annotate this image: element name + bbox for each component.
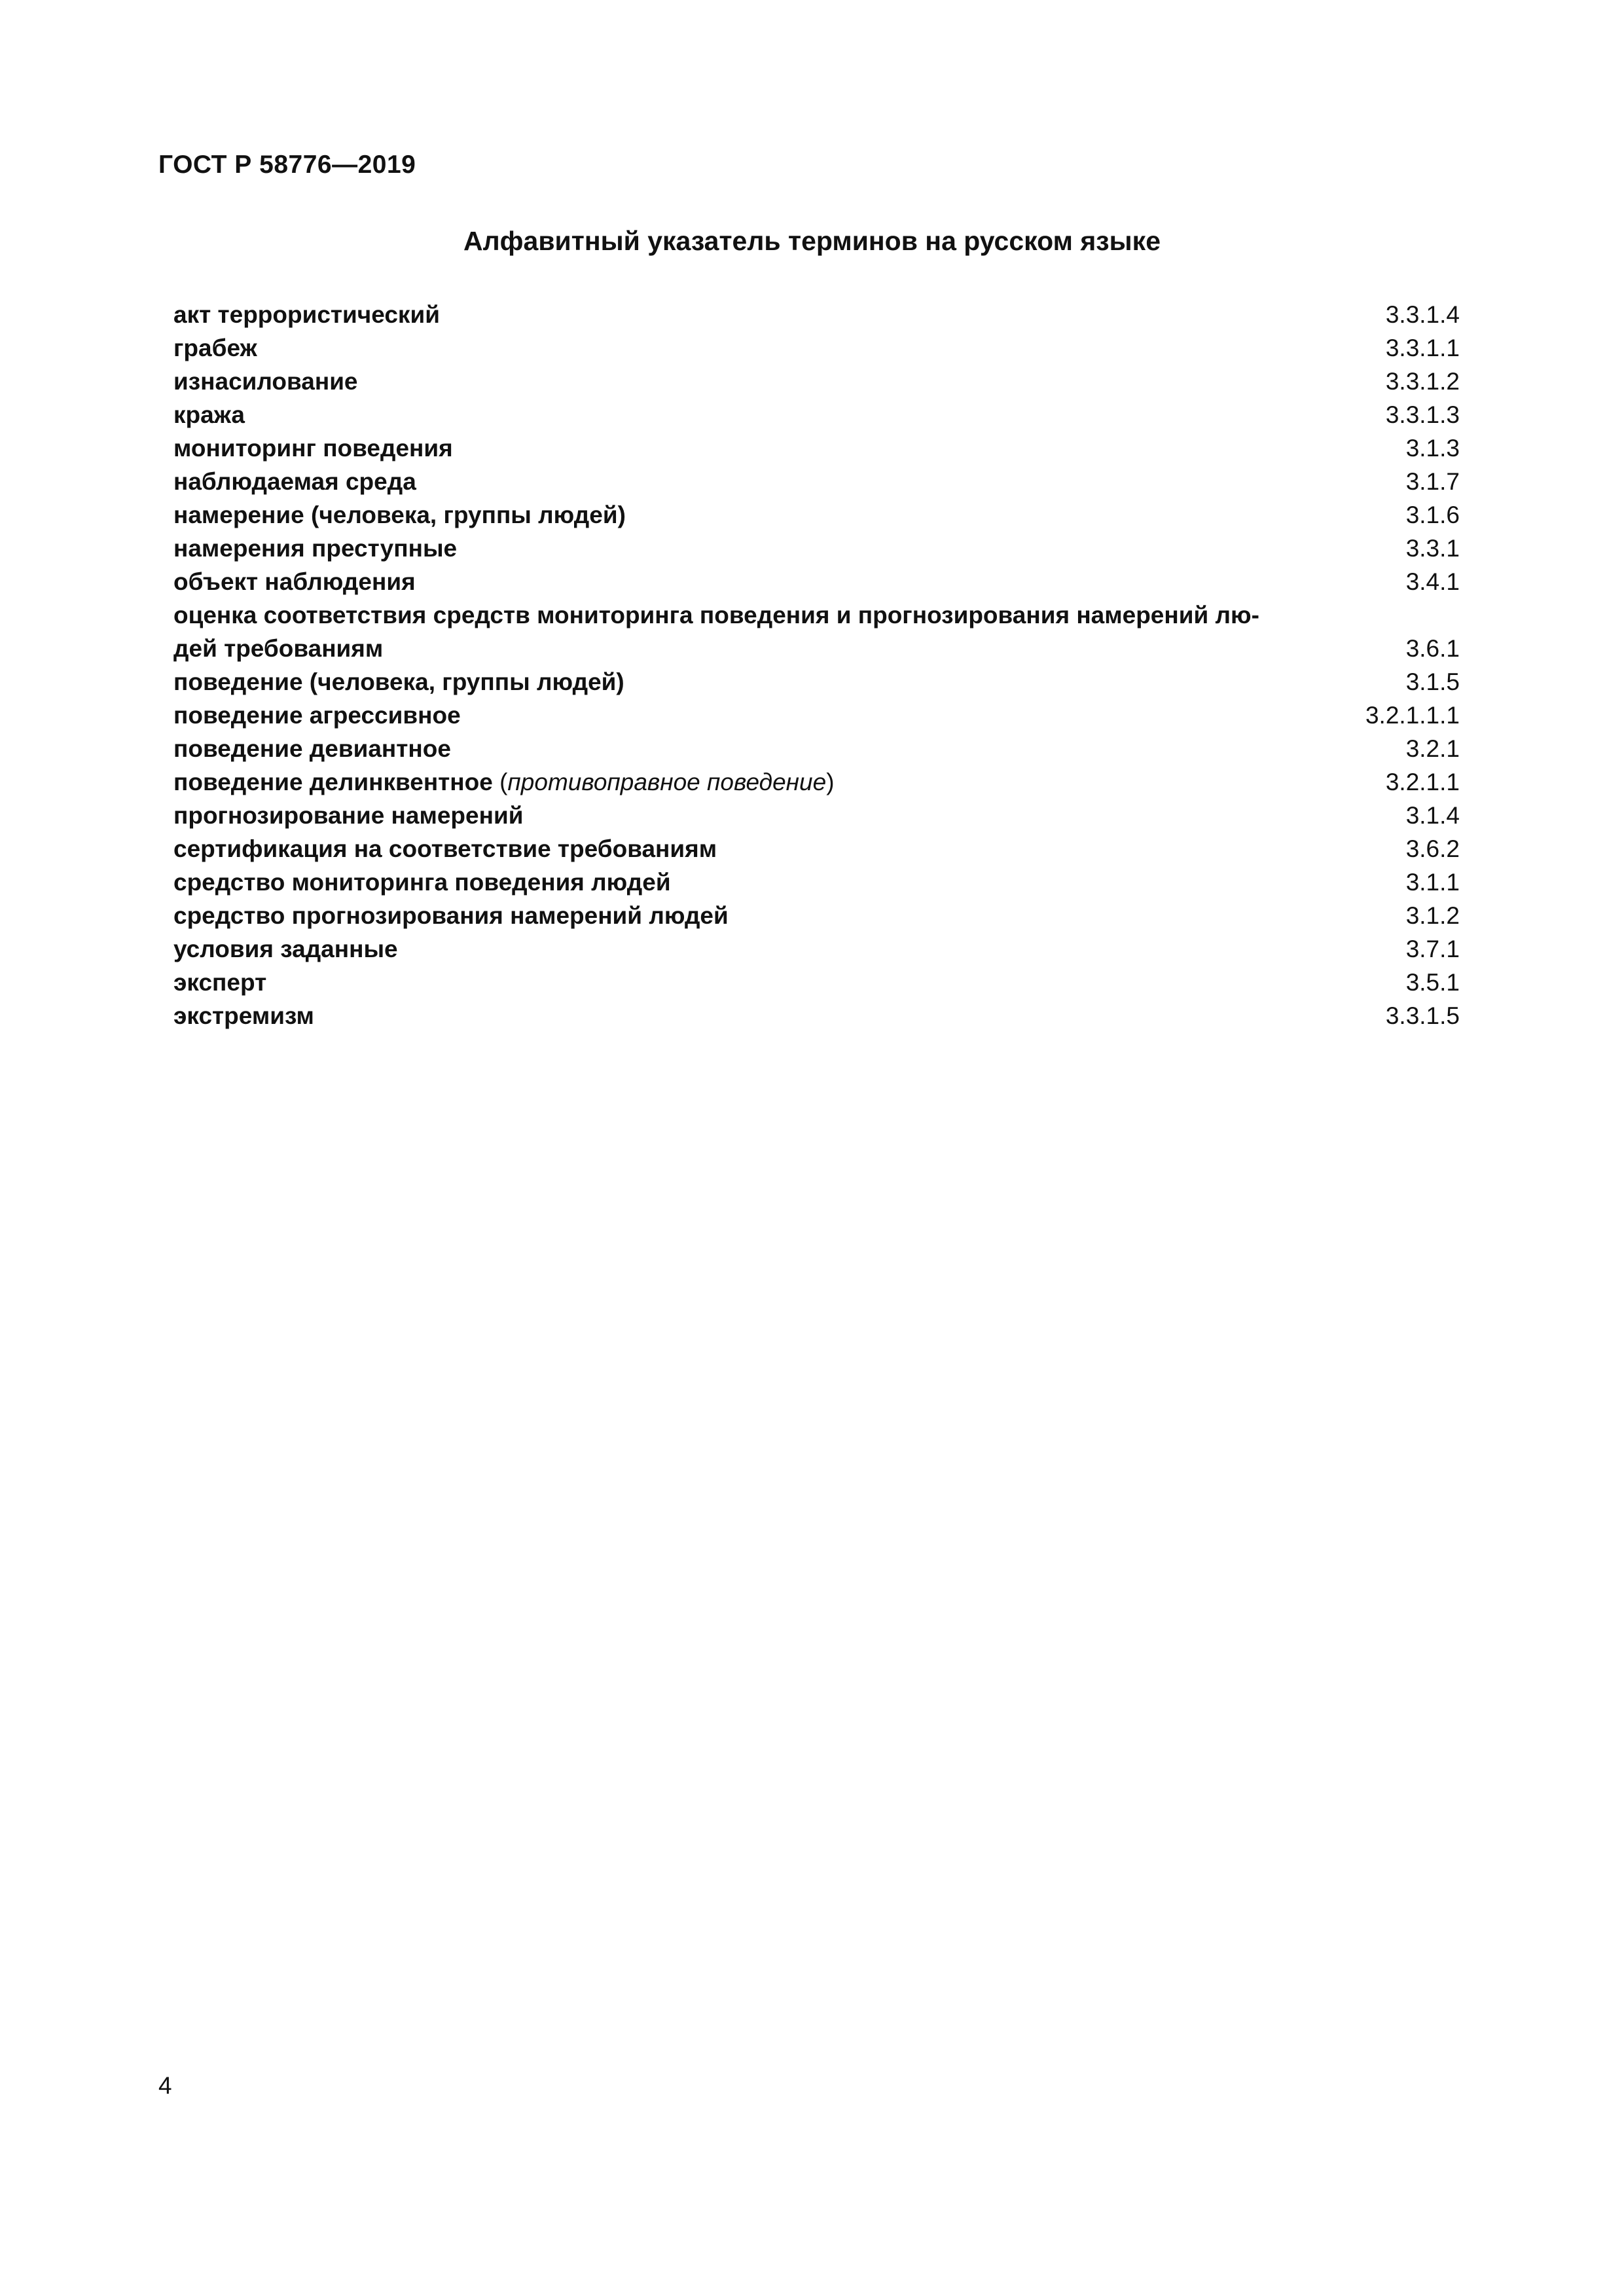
index-term: средство прогнозирования намерений людей xyxy=(173,902,729,929)
index-term: поведение агрессивное xyxy=(173,702,461,729)
index-ref: 3.2.1 xyxy=(1405,735,1460,762)
index-entry xyxy=(173,699,1460,732)
index-synonym: противоправное поведение xyxy=(507,769,827,795)
index-entry xyxy=(173,532,1460,565)
index-entry xyxy=(173,999,1460,1032)
index-term: объект наблюдения xyxy=(173,568,416,595)
index-ref: 3.1.3 xyxy=(1405,435,1460,462)
index-ref: 3.2.1.1 xyxy=(1385,769,1460,795)
index-term: экстремизм xyxy=(173,1002,314,1029)
synonym-open-paren: ( xyxy=(492,769,508,795)
index-ref: 3.1.4 xyxy=(1405,802,1460,829)
document-code: ГОСТ Р 58776—2019 xyxy=(158,151,416,179)
index-entry xyxy=(173,765,1460,799)
index-ref: 3.6.1 xyxy=(1405,635,1460,662)
index-term: поведение делинквентное (противоправное поведение) xyxy=(173,769,835,795)
index-ref: 3.1.6 xyxy=(1405,501,1460,528)
index-ref: 3.3.1.5 xyxy=(1385,1002,1460,1029)
index-term: сертификация на соответствие требованиям xyxy=(173,835,717,862)
index-term: оценка соответствия средств мониторинга поведения и прогнозирования намерений лю- дей требованиям xyxy=(173,602,1259,662)
index-ref: 3.3.1.3 xyxy=(1385,401,1460,428)
index-term: кража xyxy=(173,401,245,428)
index-entry xyxy=(173,899,1460,932)
index-entry xyxy=(173,866,1460,899)
index-term: акт террористический xyxy=(173,301,440,328)
index-entry xyxy=(173,465,1460,498)
index-ref: 3.5.1 xyxy=(1405,969,1460,996)
index-ref: 3.2.1.1.1 xyxy=(1365,702,1460,729)
index-term: изнасилование xyxy=(173,368,358,395)
index-title: Алфавитный указатель терминов на русском языке xyxy=(463,226,1161,256)
index-term: поведение девиантное xyxy=(173,735,451,762)
synonym-close-paren: ) xyxy=(826,769,835,795)
index-entry xyxy=(173,832,1460,866)
index-entry xyxy=(173,598,1460,665)
index-term: поведение (человека, группы людей) xyxy=(173,668,624,695)
index-entry xyxy=(173,665,1460,699)
index-term: условия заданные xyxy=(173,936,398,962)
index-ref: 3.1.7 xyxy=(1405,468,1460,495)
index-term: наблюдаемая среда xyxy=(173,468,416,495)
index-ref: 3.3.1 xyxy=(1405,535,1460,562)
index-entry xyxy=(173,498,1460,532)
index-entry xyxy=(173,398,1460,431)
index-entry xyxy=(173,565,1460,598)
index-ref: 3.6.2 xyxy=(1405,835,1460,862)
index-ref: 3.1.1 xyxy=(1405,869,1460,896)
index-entry xyxy=(173,732,1460,765)
index-term: грабеж xyxy=(173,335,257,361)
term-index-list xyxy=(173,298,1460,1032)
index-ref: 3.4.1 xyxy=(1405,568,1460,595)
index-term: прогнозирование намерений xyxy=(173,802,524,829)
page-number: 4 xyxy=(158,2072,172,2099)
index-term: намерения преступные xyxy=(173,535,458,562)
index-term: средство мониторинга поведения людей xyxy=(173,869,671,896)
index-entry xyxy=(173,365,1460,398)
index-term: намерение (человека, группы людей) xyxy=(173,501,626,528)
index-entry xyxy=(173,966,1460,999)
index-term: эксперт xyxy=(173,969,267,996)
index-entry xyxy=(173,331,1460,365)
index-ref: 3.3.1.2 xyxy=(1385,368,1460,395)
index-term: мониторинг поведения xyxy=(173,435,453,462)
index-entry xyxy=(173,799,1460,832)
index-entry xyxy=(173,298,1460,331)
index-ref: 3.3.1.1 xyxy=(1385,335,1460,361)
index-ref: 3.3.1.4 xyxy=(1385,301,1460,328)
index-entry xyxy=(173,431,1460,465)
index-ref: 3.1.5 xyxy=(1405,668,1460,695)
index-ref: 3.7.1 xyxy=(1405,936,1460,962)
index-ref: 3.1.2 xyxy=(1405,902,1460,929)
index-entry xyxy=(173,932,1460,966)
